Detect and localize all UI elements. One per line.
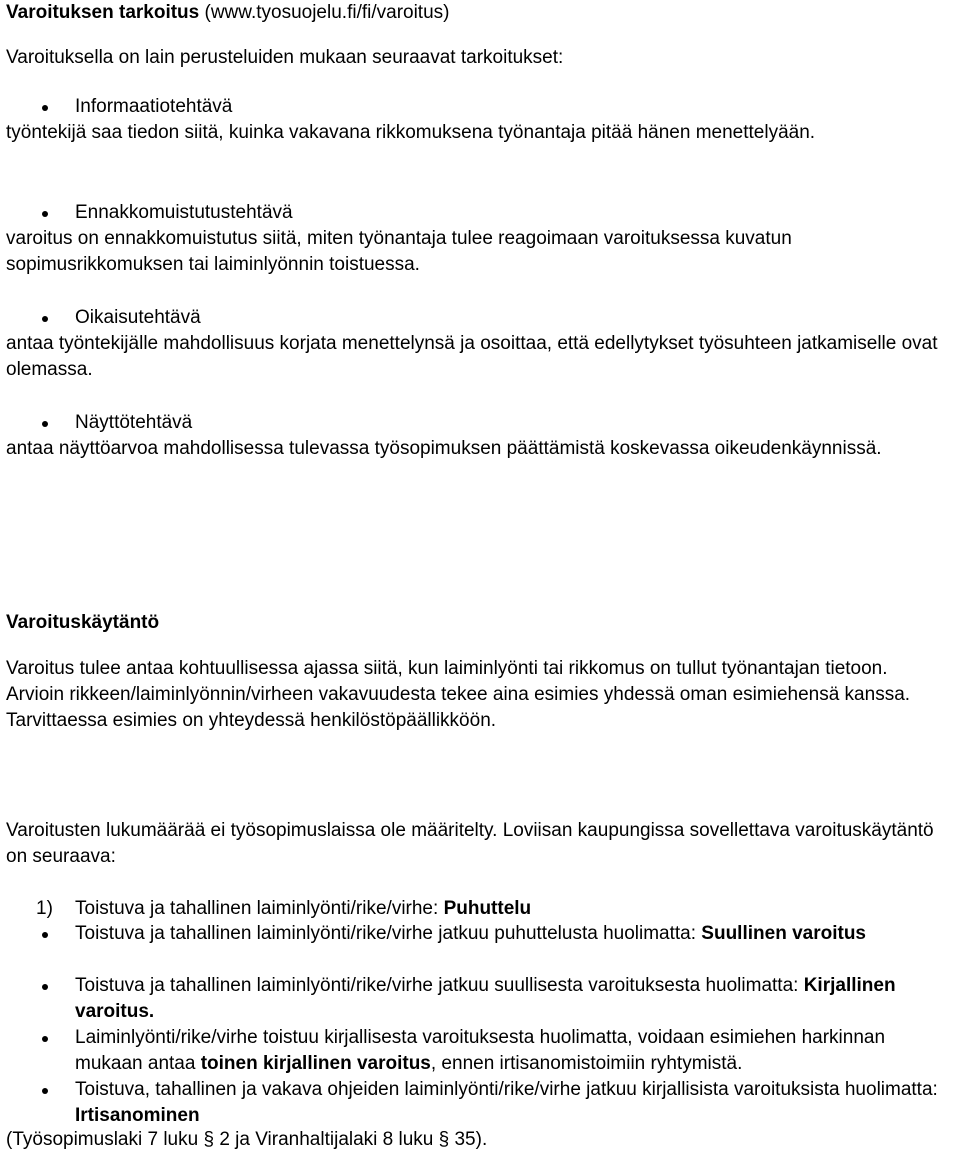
purpose-body: antaa työntekijälle mahdollisuus korjata menettelynsä ja osoittaa, että edellytykset työsuhteen jatkamiselle ovat olemassa.: [6, 333, 938, 380]
step-text: Toistuva ja tahallinen laiminlyönti/rike/virhe:: [75, 898, 444, 919]
legal-reference: (Työsopimuslaki 7 luku § 2 ja Viranhaltijalaki 8 luku § 35).: [6, 1129, 488, 1150]
step-emphasis: Irtisanominen: [75, 1105, 200, 1126]
step-emphasis: toinen kirjallinen varoitus: [200, 1053, 431, 1074]
bullet-icon: [42, 1088, 48, 1094]
bullet-icon: [42, 316, 48, 322]
step-text: Laiminlyönti/rike/virhe toistuu kirjallisesta varoituksesta huolimatta, voidaan esimiehen harkinnan mukaan antaa: [75, 1027, 886, 1074]
step-marker: 1): [36, 898, 53, 919]
practice-paragraph: Varoitus tulee antaa kohtuullisessa ajassa siitä, kun laiminlyönti tai rikkomus on tullut työnantajan tietoon. Arvioin rikkeen/laiminlyönnin/virheen vakavuudesta tekee aina esimies yhdessä oman esimiehensä kanssa. Tarvittaessa esimies on yhteydessä henkilöstöpäällikköön.: [6, 658, 911, 731]
bullet-icon: [42, 932, 48, 938]
step-text: Toistuva ja tahallinen laiminlyönti/rike/virhe jatkuu suullisesta varoituksesta huolimatta:: [75, 975, 804, 996]
bullet-icon: [42, 421, 48, 427]
bullet-icon: [42, 1036, 48, 1042]
list-item: [75, 1025, 946, 1077]
list-item: [75, 973, 946, 1025]
purpose-body: työntekijä saa tiedon siitä, kuinka vakavana rikkomuksena työnantaja pitää hänen menettelyään.: [6, 122, 816, 143]
section-heading: Varoituskäytäntö: [6, 612, 160, 633]
list-item: [75, 921, 946, 947]
title-url: (www.tyosuojelu.fi/fi/varoitus): [199, 2, 450, 23]
step-emphasis: Puhuttelu: [443, 898, 532, 919]
step-text: Toistuva, tahallinen ja vakava ohjeiden laiminlyönti/rike/virhe jatkuu kirjallisista varoituksista huolimatta:: [75, 1079, 938, 1100]
title-bold: Varoituksen tarkoitus: [6, 2, 200, 23]
bullet-icon: [42, 984, 48, 990]
purpose-title: Informaatiotehtävä: [75, 96, 233, 117]
intro-text: Varoituksella on lain perusteluiden mukaan seuraavat tarkoitukset:: [6, 47, 564, 68]
bullet-icon: [42, 105, 48, 111]
step-text-after: , ennen irtisanomistoimiin ryhtymistä.: [430, 1053, 743, 1074]
step-emphasis: Suullinen varoitus: [701, 923, 866, 944]
purpose-title: Näyttötehtävä: [75, 412, 193, 433]
list-item: [75, 1077, 946, 1129]
purpose-title: Oikaisutehtävä: [75, 307, 201, 328]
bullet-icon: [42, 211, 48, 217]
count-paragraph: Varoitusten lukumäärää ei työsopimuslaissa ole määritelty. Loviisan kaupungissa sovellettava varoituskäytäntö on seuraava:: [6, 820, 934, 867]
step-text: Toistuva ja tahallinen laiminlyönti/rike/virhe jatkuu puhuttelusta huolimatta:: [75, 923, 702, 944]
purpose-title: Ennakkomuistutustehtävä: [75, 202, 293, 223]
purpose-body: antaa näyttöarvoa mahdollisessa tulevassa työsopimuksen päättämistä koskevassa oikeudenkäynnissä.: [6, 438, 882, 459]
purpose-body: varoitus on ennakkomuistutus siitä, miten työnantaja tulee reagoimaan varoituksessa kuvatun sopimusrikkomuksen tai laiminlyönnin toistuessa.: [6, 228, 792, 275]
list-item: [75, 896, 946, 922]
page-title: [6, 0, 946, 26]
step-emphasis: Kirjallinen varoitus.: [75, 975, 896, 1022]
